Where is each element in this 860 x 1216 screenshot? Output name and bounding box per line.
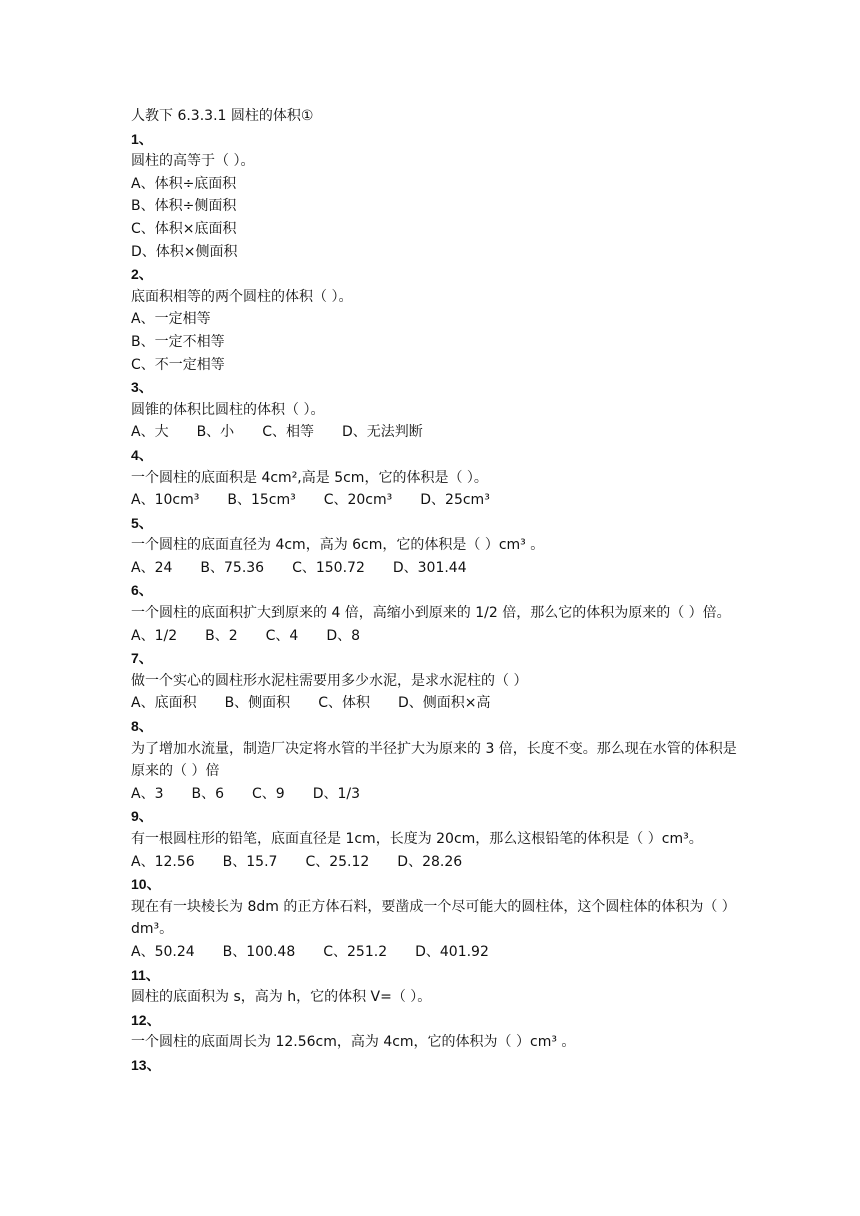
answer-option: D、体积×侧面积 <box>131 243 238 260</box>
answer-option: D、301.44 <box>392 559 467 576</box>
answer-option: A、24 <box>131 559 173 576</box>
answer-option: A、1/2 <box>131 627 178 644</box>
question-number: 9、 <box>131 808 153 825</box>
question-block <box>131 579 741 647</box>
question-number: 11、 <box>131 966 160 983</box>
answer-option: C、4 <box>265 627 299 644</box>
question-block <box>131 715 741 805</box>
worksheet-content <box>131 105 741 1077</box>
question-number: 4、 <box>131 446 153 463</box>
question-stem: 圆柱的底面积为 s，高为 h，它的体积 V=（ ）。 <box>131 989 432 1006</box>
answer-option: C、不一定相等 <box>131 356 225 373</box>
question-block <box>131 873 741 963</box>
answer-option: A、底面积 <box>131 695 197 712</box>
answer-option: B、小 <box>196 424 235 441</box>
answer-options-row <box>131 557 741 580</box>
answer-options-row <box>131 783 741 806</box>
question-stem: 圆柱的高等于（ ）。 <box>131 153 255 170</box>
question-number: 8、 <box>131 718 153 735</box>
answer-options-row <box>131 421 741 444</box>
question-stem: 一个圆柱的底面积扩大到原来的 4 倍，高缩小到原来的 1/2 倍，那么它的体积为原来的（ ）倍。 <box>131 605 731 622</box>
answer-option: A、一定相等 <box>131 311 211 328</box>
question-block <box>131 964 741 1009</box>
answer-option: B、75.36 <box>200 559 265 576</box>
answer-option: B、一定不相等 <box>131 333 225 350</box>
answer-options-row <box>131 851 741 874</box>
answer-option: B、100.48 <box>222 943 296 960</box>
question-stem: 为了增加水流量，制造厂决定将水管的半径扩大为原来的 3 倍，长度不变。那么现在水管的体积是原来的（ ）倍 <box>131 740 737 780</box>
answer-option: D、25cm³ <box>420 492 490 509</box>
question-block <box>131 128 741 264</box>
question-block <box>131 263 741 376</box>
question-number: 5、 <box>131 514 153 531</box>
answer-option: A、大 <box>131 424 169 441</box>
question-stem: 现在有一块棱长为 8dm 的正方体石料，要凿成一个尽可能大的圆柱体，这个圆柱体的体积为（ ）dm³。 <box>131 898 736 938</box>
answer-option: B、6 <box>191 785 224 802</box>
answer-option: C、相等 <box>262 424 314 441</box>
answer-option: D、28.26 <box>397 853 463 870</box>
answer-options-row <box>131 941 741 964</box>
question-stem: 一个圆柱的底面直径为 4cm，高为 6cm，它的体积是（ ）cm³ 。 <box>131 537 545 554</box>
worksheet-title: 人教下 6.3.3.1 圆柱的体积① <box>131 108 314 124</box>
question-block <box>131 647 741 715</box>
question-stem: 做一个实心的圆柱形水泥柱需要用多少水泥，是求水泥柱的（ ） <box>131 672 528 689</box>
question-number: 10、 <box>131 876 161 893</box>
answer-option: B、2 <box>205 627 238 644</box>
answer-option: C、9 <box>252 785 285 802</box>
answer-option: C、体积×底面积 <box>131 220 237 237</box>
question-block <box>131 512 741 580</box>
question-number: 7、 <box>131 650 153 667</box>
question-block <box>131 376 741 444</box>
answer-option: B、侧面积 <box>224 695 291 712</box>
question-stem: 底面积相等的两个圆柱的体积（ ）。 <box>131 288 353 305</box>
answer-option: C、体积 <box>318 695 370 712</box>
answer-options-row <box>131 625 741 648</box>
answer-option: B、15.7 <box>222 853 278 870</box>
answer-option: D、1/3 <box>312 785 360 802</box>
answer-option: C、251.2 <box>323 943 388 960</box>
question-block <box>131 805 741 873</box>
answer-option: D、无法判断 <box>341 424 423 441</box>
question-number: 2、 <box>131 266 153 283</box>
answer-option: B、体积÷侧面积 <box>131 198 237 215</box>
answer-option: C、150.72 <box>292 559 365 576</box>
question-block <box>131 1009 741 1054</box>
question-list <box>131 128 741 1077</box>
question-stem: 一个圆柱的底面周长为 12.56cm，高为 4cm，它的体积为（ ）cm³ 。 <box>131 1034 576 1051</box>
question-stem: 一个圆柱的底面积是 4cm²,高是 5cm，它的体积是（ ）。 <box>131 469 488 486</box>
answer-option: D、401.92 <box>415 943 489 960</box>
answer-option: A、10cm³ <box>131 492 200 509</box>
answer-options-row <box>131 692 741 715</box>
question-stem: 有一根圆柱形的铅笔，底面直径是 1cm，长度为 20cm，那么这根铅笔的体积是（ ）cm³。 <box>131 831 703 847</box>
answer-options-row <box>131 489 741 512</box>
answer-option: A、3 <box>131 785 164 802</box>
question-number: 6、 <box>131 582 153 599</box>
answer-option: A、体积÷底面积 <box>131 175 237 192</box>
answer-option: D、侧面积×高 <box>397 695 491 712</box>
answer-option: B、15cm³ <box>227 492 296 509</box>
question-stem: 圆锥的体积比圆柱的体积（ ）。 <box>131 401 325 418</box>
question-block <box>131 1054 741 1077</box>
question-number: 12、 <box>131 1011 161 1028</box>
answer-option: A、12.56 <box>131 853 195 870</box>
question-block <box>131 444 741 512</box>
answer-option: C、20cm³ <box>323 492 393 509</box>
question-number: 3、 <box>131 379 153 396</box>
answer-option: D、8 <box>326 627 360 644</box>
answer-option: A、50.24 <box>131 943 195 960</box>
question-number: 1、 <box>131 130 153 147</box>
answer-option: C、25.12 <box>305 853 370 870</box>
question-number: 13、 <box>131 1056 161 1073</box>
